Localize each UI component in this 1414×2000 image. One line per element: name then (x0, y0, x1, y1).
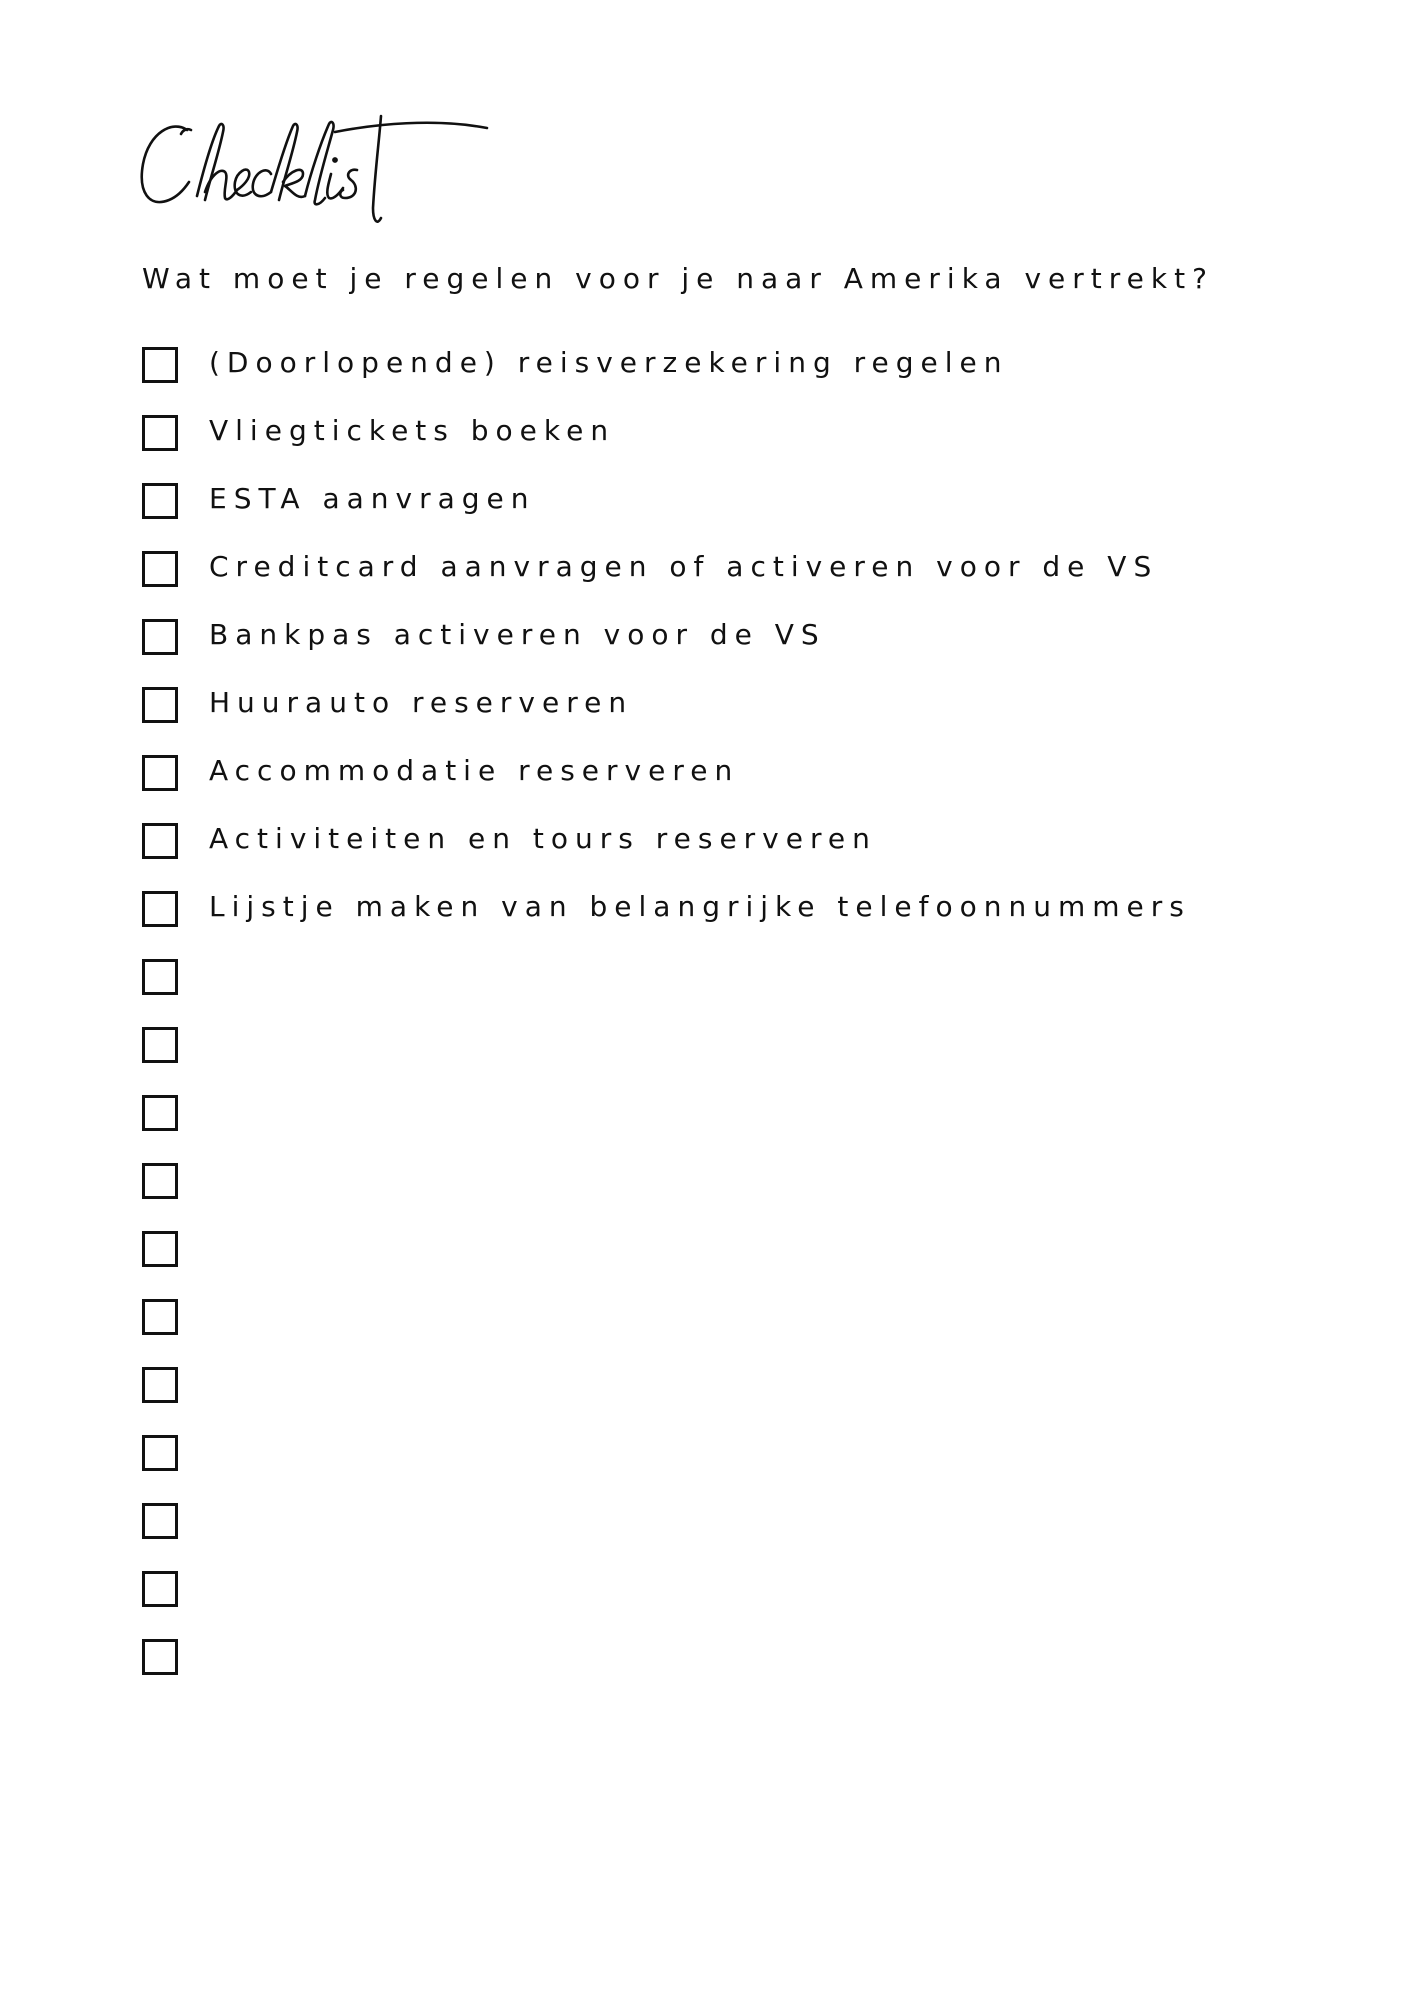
checkbox[interactable] (142, 1571, 178, 1607)
checkbox[interactable] (142, 551, 178, 587)
checkbox[interactable] (142, 1367, 178, 1403)
checkbox[interactable] (142, 347, 178, 383)
checkbox[interactable] (142, 891, 178, 927)
checklist-item (142, 1297, 1342, 1365)
checklist-item-label: ESTA aanvragen (209, 482, 536, 515)
checklist-item (142, 413, 1342, 481)
checklist-item (142, 685, 1342, 753)
checklist-item-label: Activiteiten en tours reserveren (209, 822, 877, 855)
checkbox[interactable] (142, 619, 178, 655)
checkbox[interactable] (142, 1231, 178, 1267)
checklist-item (142, 889, 1342, 957)
checklist-item (142, 1161, 1342, 1229)
checkbox[interactable] (142, 1639, 178, 1675)
checkbox[interactable] (142, 959, 178, 995)
checklist-item (142, 345, 1342, 413)
checklist-item (142, 821, 1342, 889)
checklist-item-label: (Doorlopende) reisverzekering regelen (209, 346, 1009, 379)
checkbox[interactable] (142, 1299, 178, 1335)
checklist-item (142, 1365, 1342, 1433)
checkbox[interactable] (142, 1435, 178, 1471)
checkbox[interactable] (142, 823, 178, 859)
checkbox[interactable] (142, 483, 178, 519)
subtitle: Wat moet je regelen voor je naar Amerika vertrekt? (142, 262, 1214, 295)
handwritten-title-logo (135, 112, 495, 232)
checkbox[interactable] (142, 1095, 178, 1131)
checklist-item-label: Lijstje maken van belangrijke telefoonnummers (209, 890, 1191, 923)
checklist-item (142, 549, 1342, 617)
checkbox[interactable] (142, 1503, 178, 1539)
checkbox[interactable] (142, 755, 178, 791)
checklist-item (142, 1637, 1342, 1705)
checkbox[interactable] (142, 687, 178, 723)
checklist-item-label: Bankpas activeren voor de VS (209, 618, 826, 651)
checklist-item-label: Creditcard aanvragen of activeren voor de VS (209, 550, 1159, 583)
checklist-item (142, 617, 1342, 685)
checklist (142, 345, 1342, 1705)
checklist-item (142, 1501, 1342, 1569)
checklist-item (142, 481, 1342, 549)
checklist-item (142, 1229, 1342, 1297)
page-title (135, 112, 495, 232)
checkbox[interactable] (142, 1163, 178, 1199)
checklist-item (142, 1093, 1342, 1161)
checkbox[interactable] (142, 415, 178, 451)
checklist-item-label: Vliegtickets boeken (209, 414, 616, 447)
checklist-item-label: Accommodatie reserveren (209, 754, 740, 787)
checkbox[interactable] (142, 1027, 178, 1063)
checklist-item (142, 1569, 1342, 1637)
checklist-item (142, 753, 1342, 821)
checklist-item (142, 1025, 1342, 1093)
checklist-item-label: Huurauto reserveren (209, 686, 634, 719)
checklist-item (142, 957, 1342, 1025)
checklist-item (142, 1433, 1342, 1501)
